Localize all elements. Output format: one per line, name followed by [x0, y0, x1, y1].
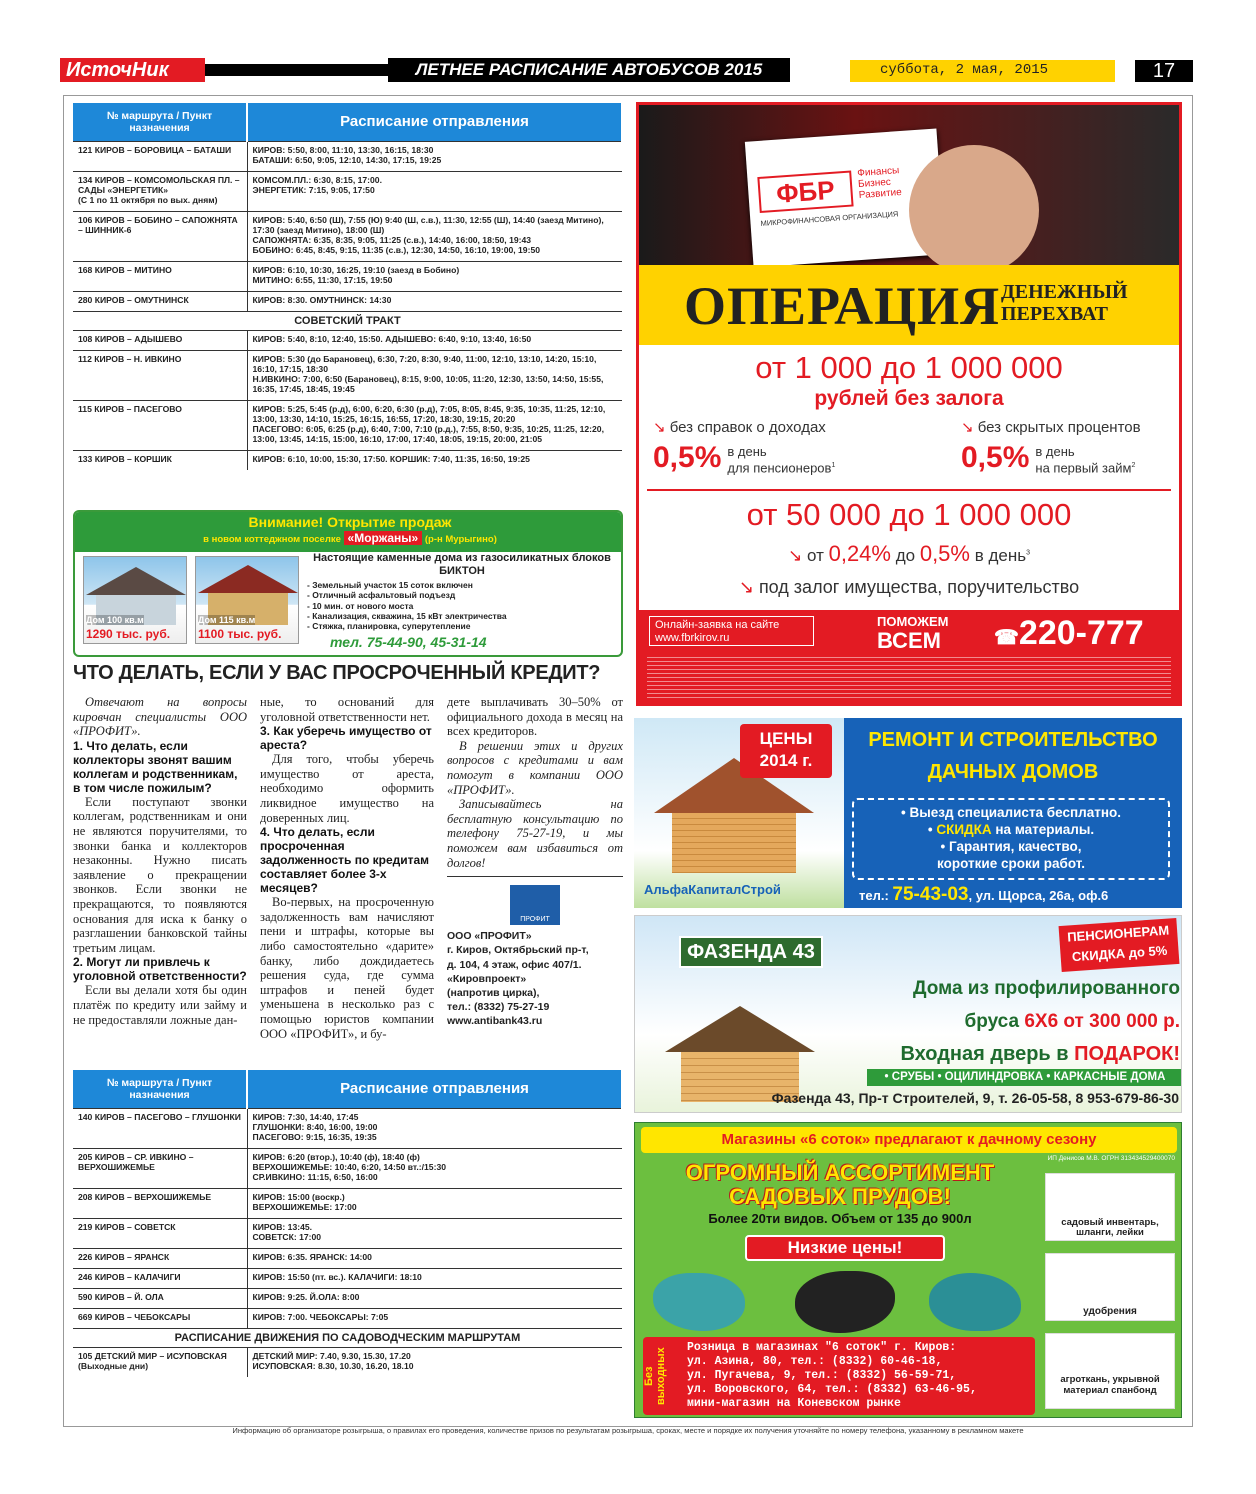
fazenda-offer: [835, 972, 1180, 1071]
table-row: [73, 330, 622, 350]
shop-addresses: [687, 1341, 977, 1411]
shop-address: Розница в магазинах "6 соток" г. Киров:: [687, 1341, 957, 1354]
house-photo-2: [195, 556, 299, 644]
feature-no-hidden-fees: [961, 418, 1141, 436]
shop-address: мини-магазин на Коневском рынке: [687, 1397, 901, 1410]
article-question-3: 3. Как уберечь имущество от ареста?: [260, 724, 432, 753]
cottage-village-name: «Моржаны»: [344, 531, 423, 545]
contact-line: ООО «ПРОФИТ»: [447, 930, 532, 943]
table-row: [73, 211, 622, 261]
article-answer-2-cont: ные, то оснований для уголовной ответственности нет.: [260, 695, 434, 724]
arrow-down-icon: ↘: [738, 577, 754, 597]
benefit-discount-word: СКИДКА: [936, 822, 992, 837]
page-number: 17: [1135, 60, 1193, 82]
benefit-guarantee: • Гарантия, качество,: [940, 839, 1082, 854]
section-row: [73, 1328, 622, 1347]
route-name: 669 КИРОВ – ЧЕБОКСАРЫ: [73, 1308, 247, 1328]
table-row: [73, 450, 622, 470]
route-name: 590 КИРОВ – Й. ОЛА: [73, 1288, 247, 1308]
table-row: [73, 1148, 622, 1188]
pond-shape-2: [795, 1271, 895, 1333]
operation-subtitle-1: ДЕНЕЖНЫЙ: [1001, 281, 1128, 303]
article-question-2: 2. Могут ли привлечь к уголовной ответственности?: [73, 955, 247, 984]
fbr-loan-ad: [636, 102, 1182, 706]
table-row: [73, 1188, 622, 1218]
article-column-3: [447, 695, 623, 1029]
table-row: [73, 1108, 622, 1148]
rate-pensioners: [653, 441, 835, 475]
footnote-3: 3: [1026, 549, 1030, 557]
contact-line: г. Киров, Октябрьский пр-т,: [447, 944, 589, 957]
alfa-title-line-1: РЕМОНТ И СТРОИТЕЛЬСТВО: [868, 729, 1158, 751]
route-name: 133 КИРОВ – КОРШИК: [73, 450, 247, 470]
house-1-area: Дом 100 кв.м: [86, 615, 144, 625]
fazenda-43-ad: [634, 915, 1182, 1113]
prices-badge-line-1: ЦЕНЫ: [759, 729, 813, 748]
alfa-contact: [859, 884, 1108, 906]
benefit-free-visit: • Выезд специалиста бесплатно.: [900, 805, 1121, 820]
bus-schedule-table-2: [73, 1070, 623, 1377]
loan-amount-2: от 50 000 до 1 000 000: [746, 497, 1072, 532]
house-photo-1: [83, 556, 187, 644]
benefit-discount: [854, 821, 1168, 838]
route-name: 280 КИРОВ – ОМУТНИНСК: [73, 291, 247, 311]
section-title: ЛЕТНЕЕ РАСПИСАНИЕ АВТОБУСОВ 2015: [388, 58, 790, 82]
garden-tools-box: садовый инвентарь, шланги, лейки: [1045, 1173, 1175, 1241]
operation-banner: [639, 265, 1179, 345]
table-row: [73, 1308, 622, 1328]
article-answer-1: Если поступают звонки коллегам, родственникам и они не являются поручителями, то звонки банка и коллекторов незаконны. Нужно писать заявление о прекращении звонков. Если звонки не прекращаются, то появляются основания для иска к банку о разглашении банковской тайны третьим лицам.: [73, 794, 247, 955]
sotok-top-banner: Магазины «6 соток» предлагают к дачному сезону: [641, 1127, 1177, 1153]
arrow-down-icon: ↘: [788, 546, 803, 565]
sotok-headline-2: САДОВЫХ ПРУДОВ!: [729, 1184, 951, 1209]
route-name: 205 КИРОВ – СР. ИВКИНО – ВЕРХОШИЖЕМЬЕ: [73, 1148, 247, 1188]
cottage-feature: - Отличный асфальтовый подъезд: [307, 590, 456, 601]
feature-no-income-proof-text: без справок о доходах: [669, 419, 826, 436]
fine-print: [647, 654, 1171, 698]
table-row: [73, 350, 622, 400]
fazenda-services: • СРУБЫ • ОЦИЛИНДРОВКА • КАРКАСНЫЕ ДОМА: [867, 1069, 1182, 1086]
offer-line-1: Дома из профилированного: [913, 978, 1180, 999]
departure-times: КИРОВ: 6:35. ЯРАНСК: 14:00: [247, 1248, 622, 1268]
help-all-line-1: ПОМОЖЕМ: [877, 614, 949, 629]
sotok-legal: ИП Денисов М.В. ОГРН 313434529400070: [1047, 1155, 1175, 1162]
fazenda-logo: ФАЗЕНДА 43: [679, 936, 823, 968]
cottage-sale-ad: [73, 510, 623, 657]
sotok-headline-1: ОГРОМНЫЙ АССОРТИМЕНТ: [685, 1160, 995, 1185]
feature-no-income-proof: [653, 418, 826, 436]
table-row: [73, 400, 622, 450]
cottage-feature: - Канализация, скважина, 15 кВт электричества: [307, 610, 507, 621]
table-row: [73, 171, 622, 211]
fbr-phone-number: 220-777: [1018, 614, 1144, 652]
shop-address: ул. Азина, 80, тел.: (8332) 60-46-18,: [687, 1355, 943, 1368]
fazenda-address: Фазенда 43, Пр-т Строителей, 9, т. 26-05-58, 8 953-679-86-30: [771, 1090, 1179, 1106]
benefit-short-terms: короткие сроки работ.: [937, 856, 1085, 871]
table-row: [73, 291, 622, 311]
col-schedule-header-2: Расписание отправления: [247, 1070, 622, 1108]
departure-times: КИРОВ: 5:30 (до Барановец), 6:30, 7:20, 8:30, 9:40, 11:00, 12:10, 13:10, 14:20, 15:10, 16:10, 17:15, 18:30 Н.ИВКИНО: 7:00, 6:50 (Барановец), 8:15, 9:00, 10:05, 11:20, 12:30, 13:50, 14:50, 15:55, 16:35, 17:45, 18:45, 19:45: [247, 350, 622, 400]
table-row: [73, 1268, 622, 1288]
route-name: 134 КИРОВ – КОМСОМОЛЬСКАЯ ПЛ. – САДЫ «ЭНЕРГЕТИК» (С 1 по 11 октября по вых. дням): [73, 171, 247, 211]
benefit-discount-bullet: •: [927, 822, 933, 837]
fbr-logo-line-3: Развитие: [858, 187, 903, 202]
contact-line: «Кировпроект»: [447, 972, 527, 985]
cottage-phone: тел. 75-44-90, 45-31-14: [330, 634, 487, 650]
cottage-feature: - Земельный участок 15 соток включен: [307, 580, 473, 590]
rate-range-from: от: [806, 546, 824, 565]
departure-times: ДЕТСКИЙ МИР: 7.40, 9.30, 15.30, 17.20 ИСУПОВСКАЯ: 8.30, 10.30, 16.20, 18.10: [247, 1347, 622, 1377]
table-row: [73, 1347, 622, 1377]
section-title: РАСПИСАНИЕ ДВИЖЕНИЯ ПО САДОВОДЧЕСКИМ МАРШРУТАМ: [73, 1328, 622, 1347]
section-row: [73, 311, 622, 330]
fbr-logo-text: [857, 165, 902, 201]
cottage-ad-title: Настоящие каменные дома из газосиликатных блоков БИКТОН: [313, 552, 611, 577]
contact-line: тел.: (8332) 75-27-19: [447, 1001, 550, 1014]
online-application-link[interactable]: [649, 616, 814, 646]
departure-times: КИРОВ: 6:10, 10:30, 16:25, 19:10 (заезд в Бобино) МИТИНО: 6:55, 11:30, 17:15, 19:50: [247, 261, 622, 291]
benefit-discount-text: на материалы.: [995, 822, 1095, 837]
cottage-feature: - 10 мин. от нового моста: [307, 600, 414, 611]
alfa-benefits: [852, 798, 1170, 880]
col-route-header-2: № маршрута / Пункт назначения: [73, 1070, 247, 1108]
arrow-down-icon: ↘: [961, 419, 974, 436]
pensioner-discount: СКИДКА до 5%: [1071, 942, 1168, 965]
route-name: 208 КИРОВ – ВЕРХОШИЖЕМЬЕ: [73, 1188, 247, 1218]
rate-range: [639, 541, 1179, 567]
arrow-down-icon: ↘: [653, 419, 666, 436]
help-all-line-2: ВСЕМ: [877, 628, 941, 653]
header-divider: [205, 64, 388, 76]
article-column-1: [73, 695, 247, 1027]
departure-times: КИРОВ: 13:45. СОВЕТСК: 17:00: [247, 1218, 622, 1248]
departure-times: КИРОВ: 9:25. Й.ОЛА: 8:00: [247, 1288, 622, 1308]
feature-no-hidden-fees-text: без скрытых процентов: [977, 419, 1141, 436]
collateral-text: под залог имущества, поручительство: [758, 577, 1080, 597]
timber-house-roof: [665, 1006, 815, 1052]
offer-line-2: [835, 1005, 1180, 1038]
route-name: 219 КИРОВ – СОВЕТСК: [73, 1218, 247, 1248]
prices-badge-line-2: 2014 г.: [759, 751, 813, 770]
cottage-features-list: [307, 580, 607, 631]
col-route-header: № маршрута / Пункт назначения: [73, 103, 247, 141]
table-row: [73, 1248, 622, 1268]
six-sotok-ad: [634, 1122, 1182, 1418]
bus-schedule-table-1: [73, 103, 623, 470]
fbr-footer: [639, 610, 1179, 705]
route-name: 106 КИРОВ – БОБИНО – САПОЖНЯТА – ШИННИК-6: [73, 211, 247, 261]
sotok-headline: [645, 1161, 1035, 1209]
rate-first-loan-unit: в день: [1035, 444, 1075, 459]
cottage-ad-headline: Внимание! Открытие продаж: [248, 514, 452, 530]
departure-times: КИРОВ: 7:00. ЧЕБОКСАРЫ: 7:05: [247, 1308, 622, 1328]
offer-gift: ПОДАРОК!: [1074, 1043, 1180, 1065]
rate-range-unit: в день: [974, 546, 1027, 565]
rate-pensioners-value: 0,5%: [653, 441, 722, 474]
contact-line: (напротив цирка),: [447, 986, 540, 999]
alfakapital-ad: [634, 718, 1182, 908]
fbr-logo: ФБР: [757, 171, 853, 213]
pensioner-discount-badge: [1059, 918, 1180, 972]
page-header: [60, 58, 1195, 84]
newspaper-logo: ИсточНик: [60, 58, 205, 82]
route-name: 140 КИРОВ – ПАСЕГОВО – ГЛУШОНКИ: [73, 1108, 247, 1148]
rate-range-to: до: [895, 546, 916, 565]
offer-line-3: [835, 1038, 1180, 1071]
route-name: 168 КИРОВ – МИТИНО: [73, 261, 247, 291]
departure-times: КИРОВ: 6:10, 10:00, 15:30, 17:50. КОРШИК: 7:40, 11:35, 16:50, 19:25: [247, 450, 622, 470]
table-row: [73, 1288, 622, 1308]
cottage-ad-village-label: в новом коттеджном поселке: [203, 534, 341, 545]
section-title: СОВЕТСКИЙ ТРАКТ: [73, 311, 622, 330]
rate-first-loan-value: 0,5%: [961, 441, 1030, 474]
loan-no-collateral: рублей без залога: [814, 387, 1004, 410]
alfa-title-line-2: ДАЧНЫХ ДОМОВ: [927, 761, 1099, 783]
offer-door: Входная дверь в: [900, 1043, 1069, 1065]
rate-range-max: 0,5%: [919, 541, 970, 566]
departure-times: КИРОВ: 5:40, 8:10, 12:40, 15:50. АДЫШЕВО: 6:40, 9:10, 13:40, 16:50: [247, 330, 622, 350]
alfa-company-name: АльфаКапиталСтрой: [644, 882, 781, 897]
departure-times: КИРОВ: 5:25, 5:45 (р.д), 6:00, 6:20, 6:30 (р.д), 7:05, 8:05, 8:45, 9:35, 10:35, 11:25, 12:10, 13:00, 13:30, 14:10, 15:25, 16:15, 16:55, 17:20, 18:30, 19:15, 20:20 ПАСЕГОВО: 6:05, 6:25 (р.д), 6:40, 7:00, 7:10 (р.д.), 7:55, 8:50, 9:35, 10:25, 11:25, 12:20, 13:00, 13:45, 14:15, 15:00, 16:10, 17:00, 17:40, 18:05, 19:15, 20:00, 21:05: [247, 400, 622, 450]
fbr-logo-line-1: Финансы: [856, 165, 900, 180]
article-intro: Отвечают на вопросы кировчан специалисты ООО «ПРОФИТ».: [73, 695, 247, 739]
fertilizers-box: удобрения: [1045, 1253, 1175, 1321]
departure-times: КИРОВ: 5:50, 8:00, 11:10, 13:30, 16:15, 18:30 БАТАШИ: 6:50, 9:05, 12:10, 14:30, 17:15, 19:25: [247, 141, 622, 171]
operation-subtitle-2: ПЕРЕХВАТ: [1001, 303, 1109, 325]
offer-line-2a: бруса: [964, 1011, 1020, 1032]
route-name: 246 КИРОВ – КАЛАЧИГИ: [73, 1268, 247, 1288]
house-1-price: 1290 тыс. руб.: [86, 627, 171, 641]
article-question-4: 4. Что делать, если просроченная задолженность по кредитам составляет более 3-х месяцев?: [260, 825, 430, 896]
rate-range-min: 0,24%: [828, 541, 891, 566]
prices-2014-badge: [740, 724, 832, 778]
table-row: [73, 141, 622, 171]
house-2-price: 1100 тыс. руб.: [198, 627, 282, 641]
article-consultation: Записывайтесь на бесплатную консультацию по телефону 75-27-19, и мы поможем вам избавиться от долгов!: [447, 797, 623, 877]
route-name: 226 КИРОВ – ЯРАНСК: [73, 1248, 247, 1268]
agrotextile-box: агроткань, укрывной материал спанбонд: [1045, 1333, 1175, 1409]
fbr-phone: [994, 614, 1144, 653]
route-name: 115 КИРОВ – ПАСЕГОВО: [73, 400, 247, 450]
article-question-1: 1. Что делать, если коллекторы звонят вашим коллегам и родственникам, в том числе пожилым?: [73, 738, 238, 795]
issue-date: суббота, 2 мая, 2015: [850, 60, 1115, 82]
house-2-area: Дом 115 кв.м: [198, 615, 256, 625]
shop-address: ул. Воровского, 64, тел.: (8332) 63-46-95,: [687, 1383, 977, 1396]
offer-price: 6Х6 от 300 000 р.: [1024, 1011, 1180, 1032]
article-answer-3: Для того, чтобы уберечь имущество от ареста, необходимо оформить ликвидное имущество на доверенных лиц.: [260, 752, 434, 825]
footnote-1: 1: [831, 462, 836, 469]
alfa-address: , ул. Щорса, 26а, оф.6: [968, 888, 1109, 903]
sotok-subtitle: Более 20ти видов. Объем от 135 до 900л: [708, 1211, 972, 1226]
article-advice: В решении этих и других вопросов с кредитами и вам помогут в компании ООО «ПРОФИТ».: [447, 738, 623, 797]
departure-times: КИРОВ: 15:00 (воскр.) ВЕРХОШИЖЕМЬЕ: 17:00: [247, 1188, 622, 1218]
online-application-url: www.fbrkirov.ru: [655, 632, 730, 644]
contact-line: www.antibank43.ru: [447, 1015, 543, 1028]
rate-first-loan-label: на первый займ: [1035, 460, 1132, 476]
loan-amount-1: от 1 000 до 1 000 000: [755, 350, 1063, 385]
fbr-logo-line-2: Бизнес: [857, 176, 892, 191]
rate-pensioners-label: для пенсионеров: [727, 460, 832, 476]
fbr-logo-subtitle: МИКРОФИНАНСОВАЯ ОРГАНИЗАЦИЯ: [760, 209, 899, 228]
help-all: [877, 612, 949, 653]
disclaimer: Информацию об организаторе розыгрыша, о правилах его проведения, количестве призов по результатам розыгрыша, сроках, месте и порядке их получения уточняйте по номеру телефона, указанному в рекламном макете: [232, 1426, 1024, 1435]
alfa-title: [844, 724, 1182, 788]
departure-times: КИРОВ: 7:30, 14:40, 17:45 ГЛУШОНКИ: 8:40, 16:00, 19:00 ПАСЕГОВО: 9:15, 16:35, 19:35: [247, 1108, 622, 1148]
article-overdue-credit: [73, 660, 623, 1065]
pond-shape-3: [929, 1273, 1021, 1331]
cottage-ad-header: [75, 512, 623, 552]
profit-contacts: [447, 929, 623, 1028]
article-answer-4: Во-первых, на просроченную задолженность вам начисляют пени и штрафы, которые вы либо самостоятельно «дарите» банку, либо дождидаетесь решения суда, где сумма штрафов и пеней будет уменьшена в несколько раз с помощью юристов компании ООО «ПРОФИТ», и бу-: [260, 895, 434, 1041]
operation-title: ОПЕРАЦИЯ: [684, 276, 1001, 336]
no-weekends-label: Без выходных: [643, 1347, 667, 1405]
sotok-shops: [643, 1337, 1035, 1415]
footnote-2: 2: [1131, 462, 1136, 469]
low-prices-badge: Низкие цены!: [745, 1235, 945, 1261]
departure-times: КОМСОМ.ПЛ.: 6:30, 8:15, 17:00. ЭНЕРГЕТИК: 7:15, 9:05, 17:50: [247, 171, 622, 211]
departure-times: КИРОВ: 8:30. ОМУТНИНСК: 14:30: [247, 291, 622, 311]
phone-icon: ☎: [994, 627, 1019, 649]
departure-times: КИРОВ: 6:20 (втор.), 10:40 (ф), 18:40 (ф) ВЕРХОШИЖЕМЬЕ: 10:40, 6:20, 14:50 вт.:/15:30 СР.ИВКИНО: 11:15, 6:50, 16:00: [247, 1148, 622, 1188]
rate-pensioners-unit: в день: [727, 444, 767, 459]
table-row: [73, 1218, 622, 1248]
cottage-feature: - Стяжка, планировка, суперутепление: [307, 621, 471, 632]
article-answer-4-cont: дете выплачивать 30–50% от официального дохода в месяц на всех кредиторов.: [447, 695, 623, 739]
pensioner-label: ПЕНСИОНЕРАМ: [1066, 922, 1170, 945]
route-name: 112 КИРОВ – Н. ИВКИНО: [73, 350, 247, 400]
operation-subtitle: [1001, 281, 1128, 325]
route-name: 108 КИРОВ – АДЫШЕВО: [73, 330, 247, 350]
online-application-label: Онлайн-заявка на сайте: [655, 619, 780, 631]
route-name: 121 КИРОВ – БОРОВИЦА – БАТАШИ: [73, 141, 247, 171]
rate-first-loan: [961, 441, 1135, 475]
article-title: ЧТО ДЕЛАТЬ, ЕСЛИ У ВАС ПРОСРОЧЕННЫЙ КРЕДИТ?: [73, 662, 601, 684]
pond-shape-1: [653, 1273, 745, 1331]
divider: [647, 489, 1171, 491]
business-card-photo: [639, 105, 1179, 290]
profit-logo: ПРОФИТ: [510, 885, 560, 925]
departure-times: КИРОВ: 15:50 (пт. вс.). КАЛАЧИГИ: 18:10: [247, 1268, 622, 1288]
article-column-2: [260, 695, 434, 1041]
route-name: 105 ДЕТСКИЙ МИР – ИСУПОВСКАЯ (Выходные дни): [73, 1347, 247, 1377]
cottage-ad-district: (р-н Мурыгино): [424, 534, 497, 545]
alfa-tel-label: тел.:: [859, 888, 889, 903]
departure-times: КИРОВ: 5:40, 6:50 (Ш), 7:55 (Ю) 9:40 (Ш, с.в.), 11:30, 12:55 (Ш), 14:40 (заезд Митино), 17:30 (заезд Митино), 18:00 (Ш) САПОЖНЯТА: 6:35, 8:35, 9:05, 11:25 (с.в.), 14:40, 16:00, 18:50, 19:43 БОБИНО: 6:45, 8:45, 9:15, 11:35 (с.в.), 12:30, 14:50, 16:10, 19:00, 19:50: [247, 211, 622, 261]
article-answer-2: Если вы делали хотя бы один платёж по кредиту или займу и не предоставляли ложные дан-: [73, 983, 247, 1027]
shop-address: ул. Пугачева, 9, тел.: (8332) 56-59-71,: [687, 1369, 957, 1382]
alfa-phone: 75-43-03: [892, 884, 969, 905]
col-schedule-header: Расписание отправления: [247, 103, 622, 141]
table-row: [73, 261, 622, 291]
hand-photo: [909, 145, 1039, 275]
collateral-line: [639, 577, 1179, 598]
contact-line: д. 104, 4 этаж, офис 407/1.: [447, 958, 582, 971]
